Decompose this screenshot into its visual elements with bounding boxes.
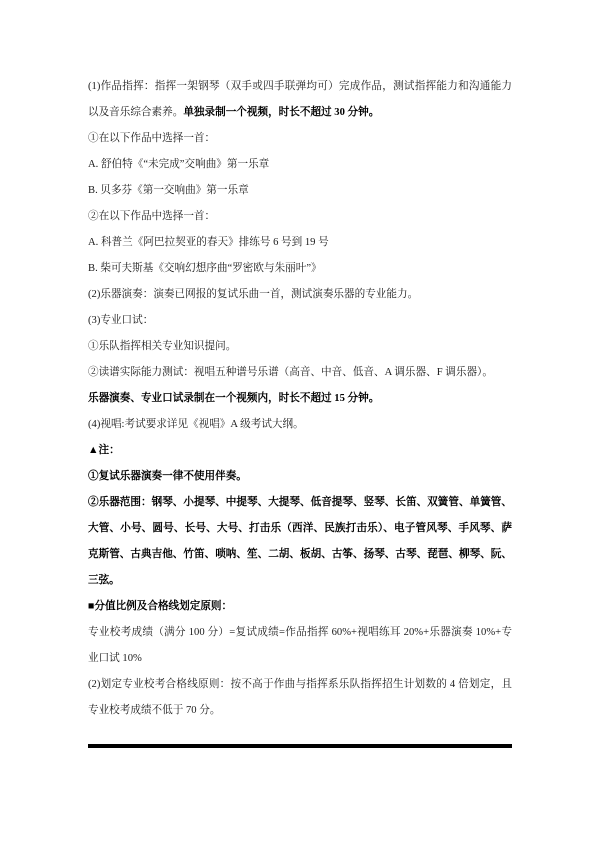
note-heading [88, 438, 512, 464]
text-run: 专业校考成绩（满分 100 分）=复试成绩=作品指挥 60%+视唱练耳 20%+乐器演奏 10%+专业口试 10% [88, 627, 512, 664]
text-run: B. 柴可夫斯基《交响幻想序曲“罗密欧与朱丽叶”》 [88, 263, 322, 274]
bottom-divider [88, 744, 512, 748]
bold-text-run: ①复试乐器演奏一律不使用伴奏。 [88, 471, 247, 482]
passing-line-rule [88, 672, 512, 724]
item-3-oral-test [88, 308, 512, 334]
item-4-sight-singing [88, 412, 512, 438]
text-run: (2)划定专业校考合格线原则：按不高于作曲与指挥系乐队指挥招生计划数的 4 倍划定，且专业校考成绩不低于 70 分。 [88, 679, 512, 716]
option-b-beethoven [88, 178, 512, 204]
square-icon: ■ [88, 601, 95, 612]
text-run: (4)视唱:考试要求详见《视唱》A 级考试大纲。 [88, 419, 304, 430]
bold-text-run: 分值比例及合格线划定原则： [94, 601, 233, 612]
sub-1-choose-one [88, 126, 512, 152]
text-run: ①乐队指挥相关专业知识提问。 [88, 341, 237, 352]
bold-text-run: 注： [98, 445, 120, 456]
bold-text-run: 单独录制一个视频，时长不超过 30 分钟。 [183, 107, 380, 118]
text-run: A. 舒伯特《“未完成”交响曲》第一乐章 [88, 159, 270, 170]
option-b-tchaikovsky [88, 256, 512, 282]
option-a-schubert [88, 152, 512, 178]
note-1-no-accompaniment [88, 464, 512, 490]
text-run: (2)乐器演奏：演奏已网报的复试乐曲一首，测试演奏乐器的专业能力。 [88, 289, 419, 300]
oral-1-knowledge-questions [88, 334, 512, 360]
item-1-work-conducting [88, 74, 512, 126]
document-body [88, 74, 512, 724]
text-run: (3)专业口试： [88, 315, 154, 326]
text-run: ②读谱实际能力测试：视唱五种谱号乐谱（高音、中音、低音、A 调乐器、F 调乐器）。 [88, 367, 493, 378]
sub-2-choose-one [88, 204, 512, 230]
item-2-instrument-performance [88, 282, 512, 308]
score-formula [88, 620, 512, 672]
oral-2-score-reading [88, 360, 512, 386]
score-ratio-heading [88, 594, 512, 620]
triangle-icon: ▲ [88, 445, 99, 456]
note-2-instrument-range [88, 490, 512, 594]
text-run: (1)作品指挥：指挥一架钢琴（双手或四手联弹均可）完成作品，测试指挥能力和沟通能力以及音乐综合素养。 [88, 81, 512, 118]
bold-text-run: 乐器演奏、专业口试录制在一个视频内，时长不超过 15 分钟。 [88, 393, 380, 404]
text-run: ②在以下作品中选择一首： [88, 211, 216, 222]
video-length-note [88, 386, 512, 412]
text-run: B. 贝多芬《第一交响曲》第一乐章 [88, 185, 249, 196]
text-run: A. 科普兰《阿巴拉契亚的春天》排练号 6 号到 19 号 [88, 237, 329, 248]
text-run: ①在以下作品中选择一首： [88, 133, 216, 144]
bold-text-run: ②乐器范围：钢琴、小提琴、中提琴、大提琴、低音提琴、竖琴、长笛、双簧管、单簧管、大管、小号、圆号、长号、大号、打击乐（西洋、民族打击乐）、电子管风琴、手风琴、萨克斯管、古典吉他、竹笛、唢呐、笙、二胡、板胡、古筝、扬琴、古琴、琵琶、柳琴、阮、三弦。 [88, 497, 512, 586]
option-a-copland [88, 230, 512, 256]
